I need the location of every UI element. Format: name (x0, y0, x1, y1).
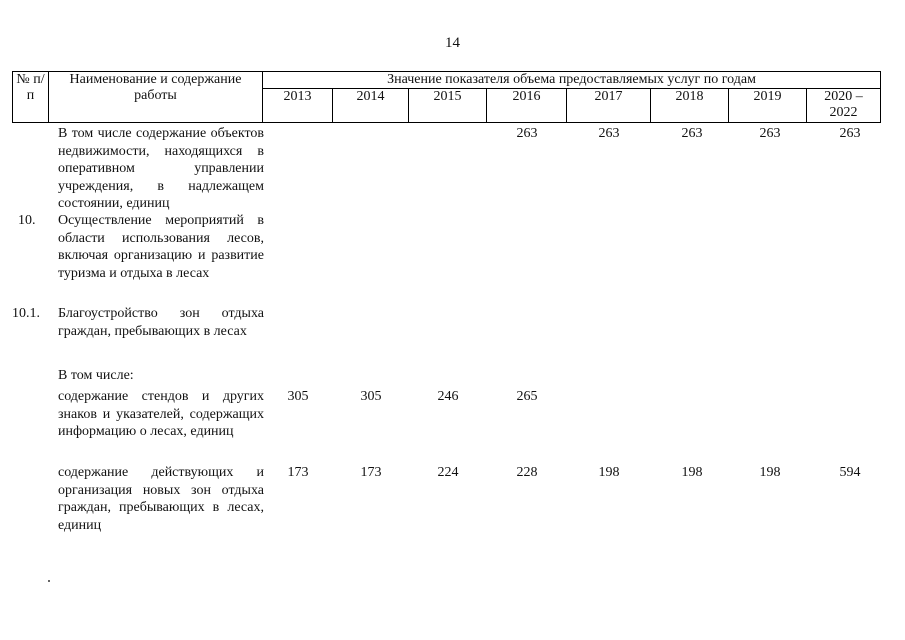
cell-value: 198 (681, 465, 703, 480)
cell-value: 224 (437, 465, 459, 480)
year-header: 2016 (487, 89, 567, 123)
row-name: В том числе содержание объектов недвижимости, находящихся в оперативном управлении учреждения, в надлежащем состоянии, единиц (58, 126, 264, 211)
cell-value: 263 (839, 126, 861, 141)
row-name: содержание действующих и организация новых зон отдыха граждан, пребывающих в лесах, единиц (58, 465, 264, 533)
cell-value: 594 (839, 465, 861, 480)
page-number: 14 (445, 35, 460, 51)
year-header: 2017 (567, 89, 651, 123)
row-number: 10.1. (12, 306, 40, 321)
row-name: В том числе: (58, 368, 134, 383)
year-header: 2013 (263, 89, 333, 123)
row-name: Осуществление мероприятий в области использования лесов, включая организацию и развитие туризма и отдыха в лесах (58, 213, 264, 281)
cell-value: 198 (759, 465, 781, 480)
column-header-name: Наименование и содержание работы (49, 72, 263, 123)
table-header (12, 71, 881, 123)
row-name: содержание стендов и других знаков и указателей, содержащих информацию о лесах, единиц (58, 389, 264, 439)
cell-value: 263 (759, 126, 781, 141)
cell-value: 173 (360, 465, 382, 480)
cell-value: 265 (516, 389, 538, 404)
cell-value: 246 (437, 389, 459, 404)
year-header: 2018 (651, 89, 729, 123)
cell-value: 263 (598, 126, 620, 141)
row-name: Благоустройство зон отдыха граждан, пребывающих в лесах (58, 306, 264, 339)
cell-value: 305 (360, 389, 382, 404)
cell-value: 263 (516, 126, 538, 141)
year-header: 2014 (333, 89, 409, 123)
cell-value: 198 (598, 465, 620, 480)
cell-value: 263 (681, 126, 703, 141)
column-header-number: № п/п (13, 72, 49, 123)
cell-value: 228 (516, 465, 538, 480)
row-number: 10. (18, 213, 36, 228)
cell-value: 173 (287, 465, 309, 480)
year-header: 2019 (729, 89, 807, 123)
column-header-values: Значение показателя объема предоставляемых услуг по годам (263, 72, 881, 89)
cell-value: 305 (287, 389, 309, 404)
scan-speck (48, 580, 50, 582)
year-header: 2020 – 2022 (807, 89, 881, 123)
year-header: 2015 (409, 89, 487, 123)
